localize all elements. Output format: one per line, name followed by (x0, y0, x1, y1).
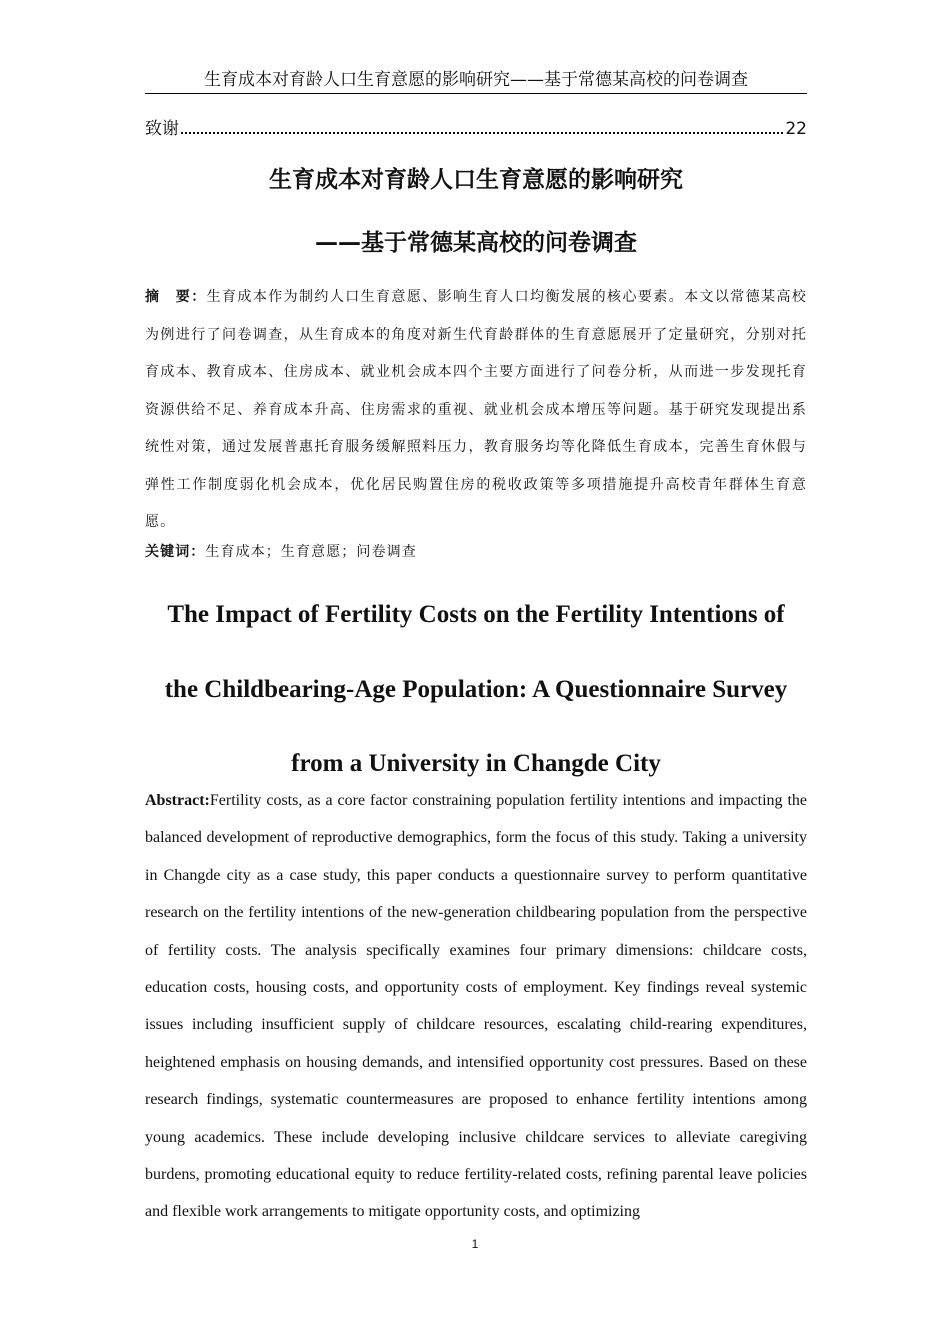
chinese-title-line-1: 生育成本对育龄人口生育意愿的影响研究 (269, 167, 683, 193)
english-title-line-1: The Impact of Fertility Costs on the Fertility Intentions of (167, 601, 785, 628)
running-header: 生育成本对育龄人口生育意愿的影响研究——基于常德某高校的问卷调查 (145, 68, 807, 94)
english-abstract-label: Abstract: (145, 792, 210, 809)
english-title-line-2: the Childbearing-Age Population: A Questionnaire Survey (164, 675, 788, 703)
chinese-abstract (145, 279, 807, 542)
english-abstract (145, 782, 807, 1231)
chinese-title-line-2: ——基于常德某高校的问卷调查 (315, 230, 637, 256)
chinese-keywords-label: 关键词： (145, 544, 206, 560)
page-number: 1 (471, 1237, 479, 1251)
english-abstract-text: Fertility costs, as a core factor constraining population fertility intentions and impacting the balanced development of reproductive demographics, form the focus of this study. Taking a university in Changde city as a case study, this paper conducts a questionnaire survey to perform quantitative research on the fertility intentions of the new-generation childbearing population from the perspective of fertility costs. The analysis specifically examines four primary dimensions: childcare costs, education costs, housing costs, and opportunity costs of employment. Key findings reveal systemic issues including insufficient supply of childcare resources, escalating child-rearing expenditures, heightened emphasis on housing demands, and intensified opportunity cost pressures. Based on these research findings, systematic countermeasures are proposed to enhance fertility intentions among young academics. These include developing inclusive childcare services to alleviate caregiving burdens, promoting educational equity to reduce fertility-related costs, refining parental leave policies and flexible work arrangements to mitigate opportunity costs, and optimizing (145, 792, 807, 1221)
chinese-keywords (145, 537, 807, 567)
toc-entry-page: 22 (785, 119, 807, 139)
chinese-keywords-text: 生育成本；生育意愿；问卷调查 (205, 544, 417, 560)
english-title-line-3: from a University in Changde City (291, 750, 661, 777)
english-title (145, 578, 807, 802)
toc-entry-label: 致谢 (145, 119, 179, 139)
toc-entry[interactable] (145, 116, 807, 142)
chinese-abstract-text: 生育成本作为制约人口生育意愿、影响生育人口均衡发展的核心要素。本文以常德某高校为例进行了问卷调查，从生育成本的角度对新生代育龄群体的生育意愿展开了定量研究，分别对托育成本、教育成本、住房成本、就业机会成本四个主要方面进行了问卷分析，从而进一步发现托育资源供给不足、养育成本升高、住房需求的重视、就业机会成本增压等问题。基于研究发现提出系统性对策，通过发展普惠托育服务缓解照料压力，教育服务均等化降低生育成本，完善生育休假与弹性工作制度弱化机会成本，优化居民购置住房的税收政策等多项措施提升高校青年群体生育意愿。 (145, 289, 807, 530)
toc-leader-dots (181, 132, 783, 134)
chinese-abstract-label: 摘 要： (145, 289, 207, 305)
